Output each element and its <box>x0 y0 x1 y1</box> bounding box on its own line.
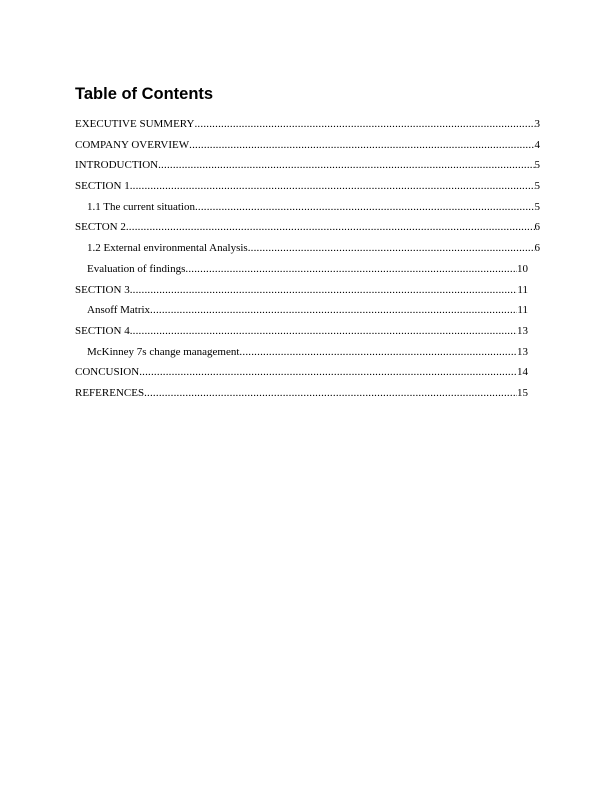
toc-entry-label: 1.1 The current situation <box>87 200 195 213</box>
toc-entry-label: Ansoff Matrix <box>87 304 151 317</box>
toc-entry-external-environmental-analysis[interactable] <box>75 238 540 259</box>
toc-dot-leader <box>239 342 517 363</box>
toc-dot-leader <box>195 197 535 218</box>
toc-entry-label: SECTION 1 <box>75 180 130 193</box>
toc-dot-leader <box>126 217 535 238</box>
toc-entry-label: SECTION 4 <box>75 324 130 337</box>
toc-dot-leader <box>130 176 535 197</box>
toc-entry-mckinney-7s[interactable] <box>75 342 540 363</box>
toc-entry-label: INTRODUCTION <box>75 159 159 172</box>
toc-dot-leader <box>185 259 517 280</box>
toc-dot-leader <box>139 362 517 383</box>
toc-entry-executive-summery[interactable] <box>75 114 540 135</box>
toc-entry-page: 13 <box>517 345 528 358</box>
toc-entry-ansoff-matrix[interactable] <box>75 300 540 321</box>
toc-entry-section-3[interactable] <box>75 280 540 301</box>
toc-dot-leader <box>130 321 517 342</box>
toc-dot-leader <box>144 383 517 404</box>
toc-entry-page: 11 <box>517 283 528 296</box>
toc-entry-page: 13 <box>517 324 528 337</box>
toc-entry-section-4[interactable] <box>75 321 540 342</box>
toc-entry-evaluation-of-findings[interactable] <box>75 259 540 280</box>
toc-entry-page: 5 <box>534 159 540 172</box>
toc-entry-introduction[interactable] <box>75 155 540 176</box>
toc-entry-label: COMPANY OVERVIEW <box>75 138 190 151</box>
toc-entry-label: 1.2 External environmental Analysis <box>87 242 248 255</box>
toc-entry-label: McKinney 7s change management <box>87 345 240 358</box>
toc-entry-section-1[interactable] <box>75 176 540 197</box>
toc-entry-label: SECTION 3 <box>75 283 130 296</box>
toc-entry-current-situation[interactable] <box>75 197 540 218</box>
toc-entry-page: 6 <box>534 242 540 255</box>
toc-dot-leader <box>189 135 534 156</box>
toc-title: Table of Contents <box>75 85 214 103</box>
toc-dot-leader <box>150 300 517 321</box>
toc-entry-label: REFERENCES <box>75 386 145 399</box>
toc-entry-page: 4 <box>534 138 540 151</box>
toc-entry-page: 5 <box>534 180 540 193</box>
toc-entry-company-overview[interactable] <box>75 135 540 156</box>
toc-list <box>75 114 540 404</box>
toc-entry-page: 15 <box>517 386 528 399</box>
toc-entry-page: 11 <box>517 304 528 317</box>
toc-entry-label: EXECUTIVE SUMMERY <box>75 118 195 130</box>
toc-entry-page: 6 <box>534 221 540 234</box>
toc-entry-label: CONCUSION <box>75 366 140 379</box>
toc-entry-references[interactable] <box>75 383 540 404</box>
toc-dot-leader <box>130 280 518 301</box>
toc-entry-page: 10 <box>517 262 528 275</box>
toc-dot-leader <box>248 238 535 259</box>
toc-dot-leader <box>158 155 534 176</box>
toc-entry-page: 5 <box>534 200 540 213</box>
toc-entry-label: Evaluation of findings <box>87 262 186 275</box>
toc-entry-label: SECTON 2 <box>75 221 126 234</box>
toc-dot-leader <box>194 114 534 135</box>
toc-entry-page: 14 <box>517 366 528 379</box>
toc-entry-concusion[interactable] <box>75 362 540 383</box>
toc-entry-page: 3 <box>534 118 540 130</box>
toc-entry-secton-2[interactable] <box>75 217 540 238</box>
